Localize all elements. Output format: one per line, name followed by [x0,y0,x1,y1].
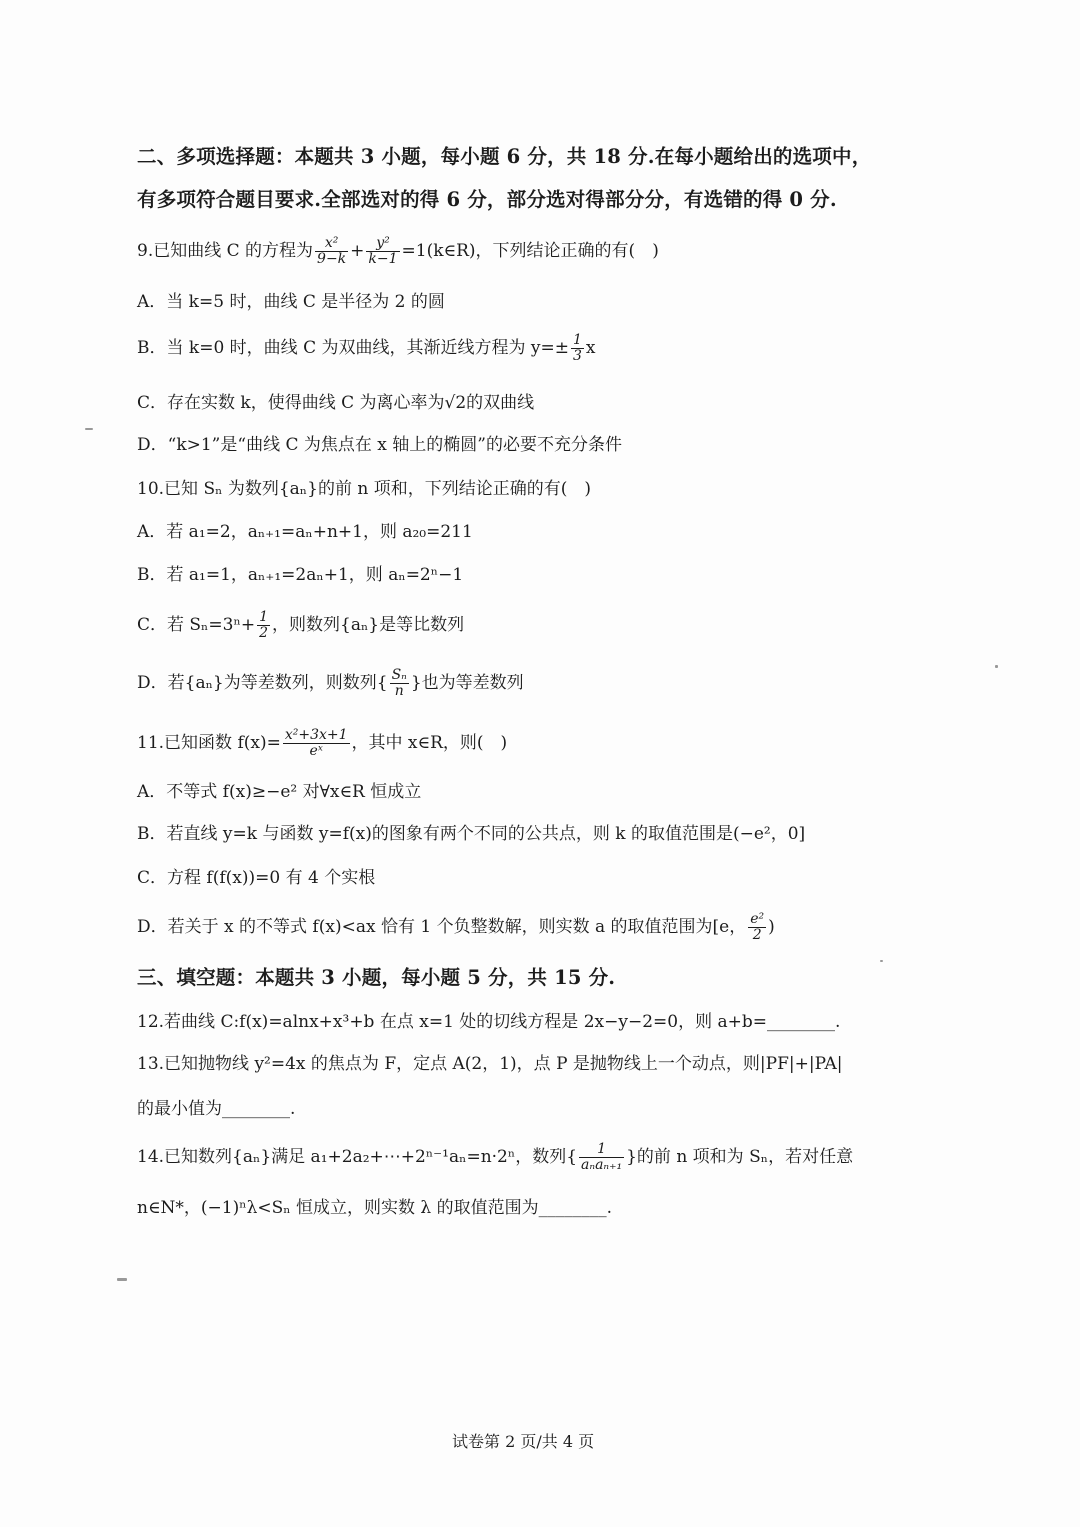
q9-fraction-1 [315,236,348,267]
q10-option-c-fraction [257,610,270,641]
q9-option-a: A．当 k=5 时，曲线 C 是半径为 2 的圆 [137,292,445,312]
q11-frac-num: x²+3x+1 [284,727,348,743]
q13-line1: 13.已知抛物线 y²=4x 的焦点为 F，定点 A(2，1)，点 P 是抛物线上一个动点，则|PF|+|PA| [137,1054,843,1074]
q10-stem: 10.已知 Sₙ 为数列{aₙ}的前 n 项和，下列结论正确的有( ) [137,479,591,499]
q11-stem-after: ，其中 x∈R，则( ) [351,733,508,753]
q9-option-b-after: x [585,338,596,358]
q9-stem-before: 9.已知曲线 C 的方程为 [137,241,314,261]
q10-option-d-before: D．若{aₙ}为等差数列，则数列{ [137,673,388,693]
page-footer: 试卷第 2 页/共 4 页 [452,1432,595,1451]
q14-line1 [137,1142,853,1173]
q9-plus: + [350,241,365,261]
q11-frac-den: eˣ [283,743,350,759]
q11-d-frac-num: e² [750,911,765,927]
q10-option-b: B．若 a₁=1，aₙ₊₁=2aₙ+1，则 aₙ=2ⁿ−1 [137,565,464,585]
q10-c-frac-num: 1 [259,609,268,625]
q9-frac2-num: y² [376,235,390,251]
q10-option-d [137,668,524,699]
q11-stem-before: 11.已知函数 f(x)= [137,733,281,753]
q9-option-c: C．存在实数 k，使得曲线 C 为离心率为√2的双曲线 [137,393,535,413]
q11-d-frac-den: 2 [748,927,766,943]
q10-d-frac-den: n [390,683,409,699]
scan-speck [880,960,883,962]
q9-fraction-2 [366,236,399,267]
q10-option-c [137,610,464,641]
q14-frac-num: 1 [597,1141,607,1157]
q10-option-c-before: C．若 Sₙ=3ⁿ+ [137,615,256,635]
q9-b-frac-num: 1 [572,332,582,348]
q9-option-b-before: B．当 k=0 时，曲线 C 为双曲线，其渐近线方程为 y=± [137,338,569,358]
q14-before: 14.已知数列{aₙ}满足 a₁+2a₂+⋯+2ⁿ⁻¹aₙ=n·2ⁿ，数列{ [137,1147,578,1167]
q11-option-d [137,912,775,943]
q9-stem-after: =1(k∈R)，下列结论正确的有( ) [401,241,659,261]
q12-text: 12.若曲线 C:f(x)=alnx+x³+b 在点 x=1 处的切线方程是 2x−y−2=0，则 a+b=________. [137,1012,841,1032]
q11-option-c: C．方程 f(f(x))=0 有 4 个实根 [137,868,376,888]
q9-frac2-den: k−1 [368,251,398,267]
q9-stem [137,236,659,267]
q11-option-a: A．不等式 f(x)≥−e² 对∀x∈R 恒成立 [137,782,422,802]
section2-heading-line2: 有多项符合题目要求.全部选对的得 6 分，部分选对得部分分，有选错的得 0 分. [137,188,837,211]
q11-option-d-after: ) [768,917,775,937]
q11-stem [137,728,507,759]
q11-fraction [283,728,350,759]
scan-speck [117,1278,127,1281]
q10-c-frac-den: 2 [259,625,268,641]
section2-heading-line1: 二、多项选择题：本题共 3 小题，每小题 6 分，共 18 分.在每小题给出的选项中， [137,145,872,168]
q9-frac1-den: 9−k [317,251,347,267]
q10-option-c-after: ，则数列{aₙ}是等比数列 [272,615,465,635]
q14-frac-den: aₙaₙ₊₁ [581,1157,623,1173]
section3-heading: 三、填空题：本题共 3 小题，每小题 5 分，共 15 分. [137,966,616,989]
q14-fraction [579,1142,624,1173]
q11-option-d-before: D．若关于 x 的不等式 f(x)<ax 恰有 1 个负整数解，则实数 a 的取值范围为[e， [137,917,747,937]
q9-option-d: D．“k>1”是“曲线 C 为焦点在 x 轴上的椭圆”的必要不充分条件 [137,435,622,455]
q11-option-d-fraction [748,912,766,943]
q9-option-b [137,333,596,364]
q10-option-d-fraction [390,668,409,699]
q9-option-b-fraction [571,333,584,364]
q14-after: }的前 n 项和为 Sₙ，若对任意 [626,1147,854,1167]
q14-line2: n∈N*，(−1)ⁿλ<Sₙ 恒成立，则实数 λ 的取值范围为________. [137,1198,612,1218]
q10-option-a: A．若 a₁=2，aₙ₊₁=aₙ+n+1，则 a₂₀=211 [137,522,473,542]
scan-speck [995,665,998,668]
scan-speck [85,428,93,430]
q9-frac1-num: x² [324,235,339,251]
q13-line2: 的最小值为________. [137,1099,296,1119]
q10-d-frac-num: Sₙ [391,667,407,683]
q11-option-b: B．若直线 y=k 与函数 y=f(x)的图象有两个不同的公共点，则 k 的取值范围是(−e²，0] [137,824,806,844]
q9-b-frac-den: 3 [572,348,582,364]
q10-option-d-after: }也为等差数列 [410,673,524,693]
